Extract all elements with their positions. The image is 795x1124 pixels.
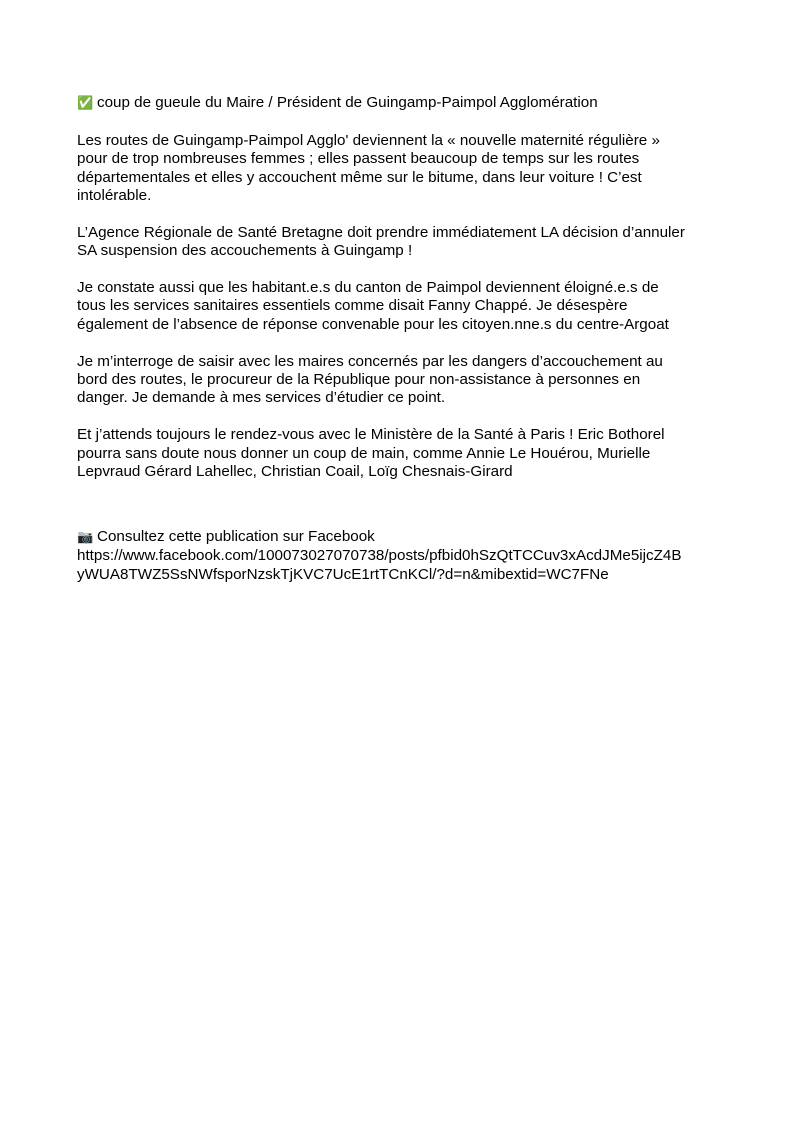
text-line: bord des routes, le procureur de la République pour non-assistance à personnes en xyxy=(77,371,641,389)
text-line: départementales et elles y accouchent même sur le bitume, dans leur voiture ! C’est xyxy=(77,168,642,186)
text-line: pourra sans doute nous donner un coup de main, comme Annie Le Houérou, Murielle xyxy=(77,444,651,462)
heading xyxy=(77,94,727,113)
camera-icon: 📷 xyxy=(77,529,94,545)
text-line: tous les services sanitaires essentiels comme disait Fanny Chappé. Je désespère xyxy=(77,297,628,315)
facebook-url-line[interactable]: yWUA8TWZ5SsNWfsporNzskTjKVC7UcE1rtTCnKCl/?d=n&mibextid=WC7FNe xyxy=(77,565,609,583)
footer-label-line xyxy=(77,528,727,547)
paragraph-procureur xyxy=(77,353,727,408)
text-line: L’Agence Régionale de Santé Bretagne doit prendre immédiatement LA décision d’annuler xyxy=(77,223,685,241)
check-icon: ✅ xyxy=(77,96,94,111)
text-line: pour de trop nombreuses femmes ; elles passent beaucoup de temps sur les routes xyxy=(77,150,640,168)
facebook-footer xyxy=(77,528,727,584)
text-line: intolérable. xyxy=(77,187,152,205)
paragraph-routes xyxy=(77,132,727,206)
text-line: Et j’attends toujours le rendez-vous avec le Ministère de la Santé à Paris ! Eric Bothorel xyxy=(77,426,665,444)
text-line: Je m’interroge de saisir avec les maires concernés par les dangers d’accouchement au xyxy=(77,352,663,370)
document-page xyxy=(77,94,727,584)
facebook-url-line[interactable]: https://www.facebook.com/100073027070738/posts/pfbid0hSzQtTCCuv3xAcdJMe5ijcZ4B xyxy=(77,547,682,565)
text-line: Lepvraud Gérard Lahellec, Christian Coail, Loïg Chesnais-Girard xyxy=(77,463,513,481)
text-line: Je constate aussi que les habitant.e.s du canton de Paimpol deviennent éloigné.e.s de xyxy=(77,279,659,297)
text-line: danger. Je demande à mes services d’étudier ce point. xyxy=(77,389,446,407)
paragraph-paimpol xyxy=(77,279,727,334)
text-line: SA suspension des accouchements à Guingamp ! xyxy=(77,242,413,260)
paragraph-ministere xyxy=(77,426,727,481)
footer-label: Consultez cette publication sur Facebook xyxy=(97,527,375,545)
paragraph-ars xyxy=(77,224,727,261)
text-line: également de l’absence de réponse convenable pour les citoyen.nne.s du centre-Argoat xyxy=(77,315,669,333)
heading-text: coup de gueule du Maire / Président de Guingamp-Paimpol Agglomération xyxy=(97,94,598,111)
text-line: Les routes de Guingamp-Paimpol Agglo' deviennent la « nouvelle maternité régulière » xyxy=(77,131,660,149)
